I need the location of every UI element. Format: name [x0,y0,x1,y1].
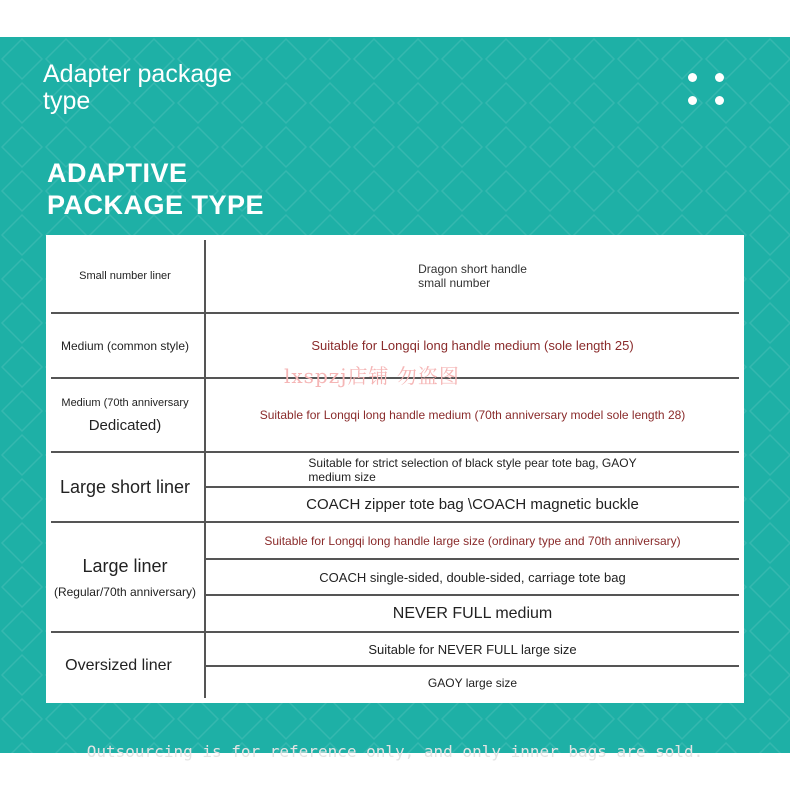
row-item-coach-zipper: COACH zipper tote bag \COACH magnetic buckle [306,496,639,513]
row-label-small-number-liner: Small number liner [79,270,171,282]
four-dots-icon [688,73,728,113]
row-label-large-liner-line-1: Large liner [82,555,168,576]
subtitle [43,61,232,115]
row-label-large-short-liner: Large short liner [59,476,191,497]
row-label-medium-70th-line-2: Dedicated) [88,416,162,434]
row-item-longqi-medium: Suitable for Longqi long handle medium (sole length 25) [311,338,634,353]
row-item-longqi-medium-70th: Suitable for Longqi long handle medium (70th anniversary model sole length 28) [259,408,686,422]
row-label-medium-common: Medium (common style) [60,338,190,353]
row-label-oversized-liner: Oversized liner [65,656,172,674]
row-item-gaoy-large: GAOY large size [427,675,518,690]
package-table [46,235,744,703]
row-item-longqi-large: Suitable for Longqi long handle large size (ordinary type and 70th anniversary) [264,533,681,548]
row-item-never-full-large: Suitable for NEVER FULL large size [368,641,577,657]
row-label-medium-70th [46,379,204,451]
watermark: lxspzj店铺 勿盗图 [284,364,460,388]
header-banner [0,37,790,753]
page-title [47,157,264,221]
row-item-strict-selection: Suitable for strict selection of black style pear tote bag, GAOY medium size [308,455,637,484]
row-item-dragon-short-handle: Dragon short handle small number [418,262,527,290]
footer-note: Outsourcing is for reference only, and only inner bags are sold. [86,742,704,761]
row-item-coach-tote: COACH single-sided, double-sided, carriage tote bag [319,569,626,585]
subtitle-line-2: type [43,87,91,115]
row-label-large-liner-line-2: (Regular/70th anniversary) [53,584,197,599]
row-item-never-full-medium: NEVER FULL medium [392,604,553,622]
subtitle-line-1: Adapter package [43,60,233,88]
row-label-medium-70th-line-1: Medium (70th anniversary [61,396,189,409]
row-label-large-liner [46,523,204,631]
page-title-line-2: PACKAGE TYPE [47,190,265,220]
page-title-line-1: ADAPTIVE [47,158,188,188]
